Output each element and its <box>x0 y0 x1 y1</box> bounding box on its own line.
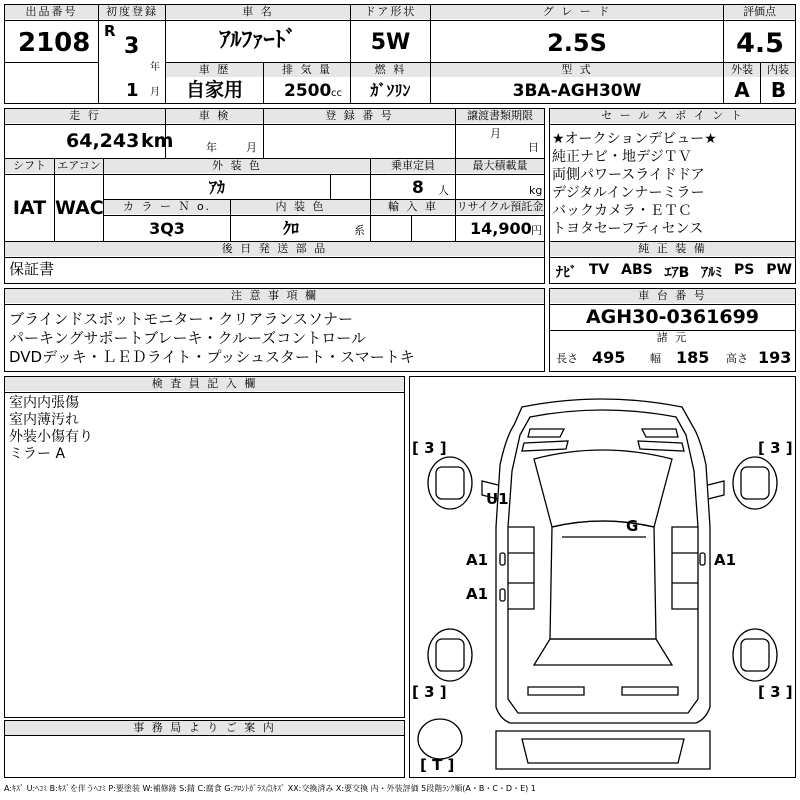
import-label: 輸 入 車 <box>371 200 455 214</box>
door-value: 5W <box>370 30 411 55</box>
recycle-unit: 円 <box>531 224 542 237</box>
transfer-month-unit: 月 <box>490 127 501 140</box>
mileage-value: 64,243 <box>66 130 140 152</box>
inspector-line: 外装小傷有り <box>9 429 93 445</box>
shift-label: シフト <box>5 159 54 173</box>
score-value: 4.5 <box>736 28 784 59</box>
damage-mark: A1 <box>714 551 737 569</box>
inspector-line: ミラー A <box>9 446 66 462</box>
legend-footer: A:ｷｽﾞ U:ﾍｺﾐ B:ｷｽﾞを伴うﾍｺﾐ P:要塗装 W:補修跡 S:錆 C:腐食 G:ﾌﾛﾝﾄｶﾞﾗｽ点ｷｽﾞ XX:交換済み X:要交換 内・外装評価 5段階ﾗﾝｸ順(A・B・C・D・E) 1 <box>4 784 536 793</box>
first-reg-label: 初度登録 <box>99 5 165 19</box>
sales-points-label: セ ー ル ス ポ イ ン ト <box>550 109 795 123</box>
capacity-value: 8 <box>412 178 424 198</box>
width-label: 幅 <box>650 352 661 365</box>
displacement-unit: cc <box>331 88 342 99</box>
first-reg-year-unit: 年 <box>150 62 160 73</box>
damage-mark: A1 <box>466 585 489 603</box>
inspector-line: 室内薄汚れ <box>9 412 79 428</box>
tire-mark-front-left: [ 3 ] <box>412 439 447 457</box>
displacement-label: 排 気 量 <box>264 63 350 77</box>
tire-mark-rear-left: [ 3 ] <box>412 683 447 701</box>
transfer-day-unit: 日 <box>528 141 539 154</box>
first-reg-month-unit: 月 <box>150 87 160 98</box>
ext-color-label: 外 装 色 <box>104 159 370 173</box>
post-items-value: 保証書 <box>9 260 55 278</box>
chassis-label: 車 台 番 号 <box>550 289 795 303</box>
first-reg-era: R <box>104 22 116 40</box>
tire-mark-front-right: [ 3 ] <box>758 439 793 457</box>
office-label: 事 務 局 よ り ご 案 内 <box>5 721 404 735</box>
lot-no-label: 出品番号 <box>5 5 98 19</box>
chassis-value: AGH30-0361699 <box>585 306 760 328</box>
mileage-label: 走 行 <box>5 109 165 123</box>
sales-point-item: バックカメラ・ＥＴＣ <box>552 203 692 219</box>
note-line: DVDデッキ・ＬＥＤライト・プッシュスタート・スマートキ <box>9 348 415 366</box>
transfer-doc-label: 譲渡書類期限 <box>456 109 544 123</box>
exterior-label: 外装 <box>724 63 760 77</box>
aircon-label: エアコン <box>55 159 103 173</box>
history-value: 自家用 <box>185 79 243 101</box>
note-line: ブラインドスポットモニター・クリアランスソナー <box>9 310 353 328</box>
max-load-label: 最大積載量 <box>456 159 544 173</box>
grade-value: 2.5S <box>547 29 607 57</box>
equipment-item: ABS <box>621 262 653 278</box>
max-load-unit: kg <box>529 184 543 197</box>
interior-value: B <box>770 78 787 102</box>
shift-value: IAT <box>12 197 47 219</box>
equipment-label: 純 正 装 備 <box>550 242 795 256</box>
length-value: 495 <box>592 348 626 367</box>
tire-mark-rear-right: [ 3 ] <box>758 683 793 701</box>
height-label: 高さ <box>726 352 748 365</box>
inspection-month-unit: 月 <box>246 141 257 154</box>
first-reg-year: 3 <box>124 34 140 59</box>
sales-point-item: 純正ナビ・地デジＴＶ <box>552 149 692 165</box>
int-color-value: ｸﾛ <box>282 219 299 238</box>
length-label: 長さ <box>556 352 578 365</box>
recycle-value: 14,900 <box>470 219 532 238</box>
grade-label: グ レ ー ド <box>431 5 723 19</box>
capacity-label: 乗車定員 <box>371 159 455 173</box>
ext-color-value: ｱｶ <box>208 178 225 197</box>
sales-point-item: トヨタセーフティセンス <box>552 221 704 237</box>
displacement-value: 2500 <box>284 81 332 101</box>
int-color-unit: 系 <box>354 224 365 237</box>
sales-point-item: デジタルインナーミラー <box>552 185 705 201</box>
equipment-item: ﾅﾋﾞ <box>556 265 577 281</box>
height-value: 193 <box>758 348 792 367</box>
capacity-unit: 人 <box>438 184 449 197</box>
car-outline <box>410 377 795 777</box>
color-no-value: 3Q3 <box>149 219 185 238</box>
damage-mark: G <box>626 517 639 535</box>
post-items-label: 後 日 発 送 部 品 <box>5 242 544 256</box>
door-label: ドア形状 <box>351 5 430 19</box>
score-label: 評価点 <box>724 5 795 19</box>
damage-mark: U1 <box>486 490 509 508</box>
equipment-item: TV <box>588 262 610 278</box>
note-line: パーキングサポートブレーキ・クルーズコントロール <box>9 329 367 347</box>
fuel-value: ｶﾞｿﾘﾝ <box>370 81 411 100</box>
int-color-label: 内 装 色 <box>231 200 370 214</box>
model-label: 型 式 <box>431 63 723 77</box>
sales-point-item: ★オークションデビュー★ <box>552 131 717 147</box>
inspector-line: 室内内張傷 <box>9 395 79 411</box>
width-value: 185 <box>676 348 710 367</box>
inspection-year-unit: 年 <box>206 141 217 154</box>
equipment-item: PW <box>766 262 792 278</box>
tire-mark-spare: [ T ] <box>420 756 455 774</box>
lot-no-value: 2108 <box>18 28 91 58</box>
first-reg-month: 1 <box>126 80 139 101</box>
exterior-value: A <box>734 78 750 102</box>
equipment-item: ｱﾙﾐ <box>701 265 723 281</box>
equipment-item: ｴｱB <box>664 265 690 281</box>
car-diagram <box>409 376 796 778</box>
car-name-value: ｱﾙﾌｧｰﾄﾞ <box>219 28 297 53</box>
dims-label: 諸 元 <box>550 331 795 345</box>
inspection-label: 車 検 <box>166 109 263 123</box>
interior-label: 内装 <box>761 63 795 77</box>
inspector-label: 検 査 員 記 入 欄 <box>5 377 404 391</box>
color-no-label: カ ラ ー Ｎ o. <box>104 200 230 214</box>
fuel-label: 燃 料 <box>351 63 430 77</box>
sales-point-item: 両側パワースライドドア <box>552 167 705 183</box>
history-label: 車 歴 <box>166 63 263 77</box>
equipment-list <box>556 262 792 282</box>
damage-mark: A1 <box>466 551 489 569</box>
notes-label: 注 意 事 項 欄 <box>5 289 544 303</box>
model-value: 3BA-AGH30W <box>512 81 642 101</box>
reg-no-label: 登 録 番 号 <box>264 109 455 123</box>
equipment-item: PS <box>734 262 755 278</box>
mileage-unit: km <box>141 130 174 152</box>
aircon-value: WAC <box>55 197 104 219</box>
car-name-label: 車 名 <box>166 5 350 19</box>
recycle-label: リサイクル預託金 <box>456 200 544 213</box>
